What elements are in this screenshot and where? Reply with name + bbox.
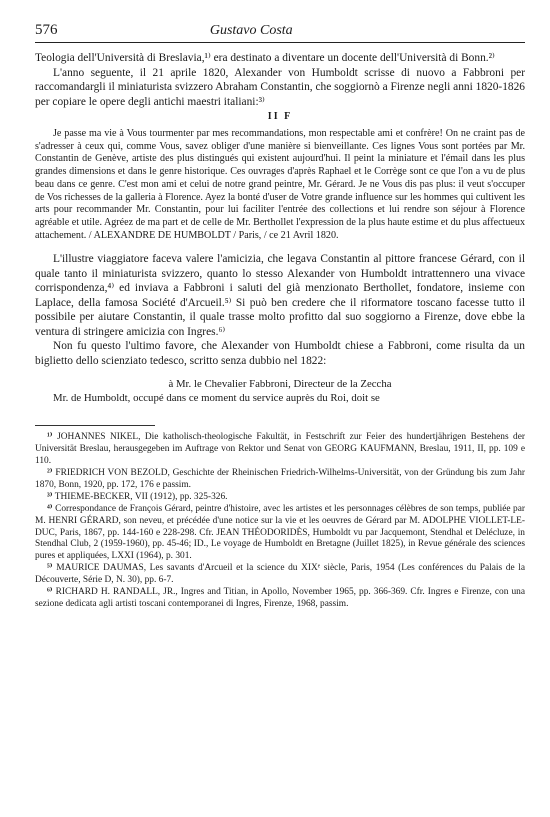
footnote-text: FRIEDRICH VON BEZOLD, Geschichte der Rheinischen Friedrich-Wilhelms-Universität, von der Gründung bis zum Jahr 1870, Bonn, 1920, pp. 172, 176 e passim. bbox=[35, 468, 526, 490]
footnote-3 bbox=[35, 492, 525, 504]
footnote-number: ⁶⁾ bbox=[47, 587, 53, 598]
footnote-number: ⁴⁾ bbox=[47, 503, 53, 514]
section-marker: II F bbox=[267, 111, 293, 122]
footnote-1 bbox=[35, 432, 525, 468]
footnote-text: MAURICE DAUMAS, Les savants d'Arcueil et la science du XIXᵉ siècle, Paris, 1954 (Les conférences du Palais de la Découverte, Série D, N. 30), pp. 6-7. bbox=[35, 563, 526, 586]
footnote-text: Correspondance de François Gérard, peintre d'histoire, avec les artistes et les personnages célèbres de son temps, publiée par M. HENRI GÉRARD, son neveu, et précédée d'une notice sur la vie et les oeuvres de Gérard par M. ADOLPHE VIOLLET-LE-DUC, Paris, 1867, pp. 144-160 e 228-298. Cfr. JEAN THÉODORIDÈS, Humboldt vu par Jacquemont, Stendhal et Delécluze, in Stendhal Club, 2 (1959-1960), pp. 45-46; ID., Le voyage de Humboldt en Bretagne (Juillet 1825), in Revue générale des sciences pures et appliquées, LXXI (1964), p. 301. bbox=[35, 503, 526, 562]
quoted-letter: Je passe ma vie à Vous tourmenter par mes recommandations, mon respectable ami et confrère! On ne craint pas de s'adresser à ceux qui, comme Vous, savez obliger d'une manière si bienveillante. Ces lignes Vous sont portées par Mr. Constantin de Genève, artiste des plus distingués qui existent aujourd'hui. Il peint la miniature et l'émail dans les plus grandes dimensions et dans le genre historique. Ces ouvrages d'après Raphael et le Corrège sont ce que l'on a vu de plus beau dans ce genre. C'est mon ami et celui de notre grand peintre, Mr. Gérard. Je ne Vous dis pas plus: il veut s'occuper de Vos richesses de la galleria à Florence. Ayez la bonté d'user de Votre grande influence sur les hommes qui cultivent les arts pour recommander Mr. Constantin, pour lui faciliter l'entrée des collections et lui rendre son séjour à Florence agréable et utile. Agréez de ma part et de celle de Mr. Berthollet l'expression de la plus haute estime et du plus affectueux attachement. / ALEXANDRE DE HUMBOLDT / Paris, / ce 21 Avril 1820. bbox=[35, 128, 525, 241]
running-title: Gustavo Costa bbox=[209, 23, 293, 38]
page bbox=[35, 22, 525, 611]
footnote-5 bbox=[35, 563, 525, 587]
running-header bbox=[35, 22, 525, 43]
footnote-text: THIEME-BECKER, VII (1912), pp. 325-326. bbox=[54, 491, 228, 502]
footnote-text: JOHANNES NIKEL, Die katholisch-theologische Fakultät, in Festschrift zur Feier des hundertjährigen Bestehens der Universität Breslau, herausgegeben im Auftrage von Rektor und Senat von GEORG KAUFMANN, Breslau, 1911, II, pp. 109 e 110. bbox=[35, 432, 526, 467]
paragraph-1: Teologia dell'Università di Breslavia,¹⁾ era destinato a diventare un docente dell'Università di Bonn.²⁾ bbox=[35, 52, 495, 64]
footnote-number: ³⁾ bbox=[47, 491, 53, 502]
paragraph-3: L'illustre viaggiatore faceva valere l'amicizia, che legava Constantin al pittore francese Gérard, con il quale tanto il miniaturista svizzero, quanto lo stesso Alexander von Humboldt intrattennero una vivace corrispondenza,⁴⁾ ed inviava a Fabbroni i saluti del già menzionato Berthollet, fondatore, insieme con Laplace, della famosa Société d'Arcueil.⁵⁾ Si può ben credere che il riformatore toscano facesse tutto il possibile per aiutare Constantin, il quale trasse molto profitto dal suo soggiorno a Firenze, dove ebbe la ventura di stringere amicizia con Ingres.⁶⁾ bbox=[35, 253, 525, 338]
footnote-number: ²⁾ bbox=[47, 468, 53, 479]
paragraph-4: Non fu questo l'ultimo favore, che Alexander von Humboldt chiese a Fabbroni, come risulta da un biglietto dello scienziato tedesco, scritto senza dubbio nel 1822: bbox=[35, 340, 525, 367]
footnote-text: RICHARD H. RANDALL, JR., Ingres and Titian, in Apollo, November 1965, pp. 366-369. Cfr. Ingres e Firenze, con una sezione dedicata agli artisti toscani contemporanei di Ingres, Firenze, 1968, passim. bbox=[35, 587, 525, 610]
page-number: 576 bbox=[35, 22, 58, 38]
footnotes bbox=[35, 432, 525, 611]
letter-address bbox=[35, 378, 525, 405]
footnote-6 bbox=[35, 587, 525, 611]
footnote-rule bbox=[35, 425, 155, 426]
footnote-4 bbox=[35, 504, 525, 564]
footnote-number: ⁵⁾ bbox=[47, 563, 53, 574]
address-line-1: à Mr. le Chevalier Fabbroni, Directeur de la Zeccha bbox=[168, 378, 392, 391]
footnote-number: ¹⁾ bbox=[47, 432, 53, 443]
footnote-2 bbox=[35, 468, 525, 492]
paragraph-2: L'anno seguente, il 21 aprile 1820, Alexander von Humboldt scrisse di nuovo a Fabbroni per raccomandargli il miniaturista svizzero Abraham Constantin, che soggiornò a Firenze negli anni 1820-1826 per copiare le opere degli antichi maestri italiani:³⁾ bbox=[35, 66, 525, 108]
address-line-2: Mr. de Humboldt, occupé dans ce moment du service auprès du Roi, doit se bbox=[53, 391, 380, 404]
